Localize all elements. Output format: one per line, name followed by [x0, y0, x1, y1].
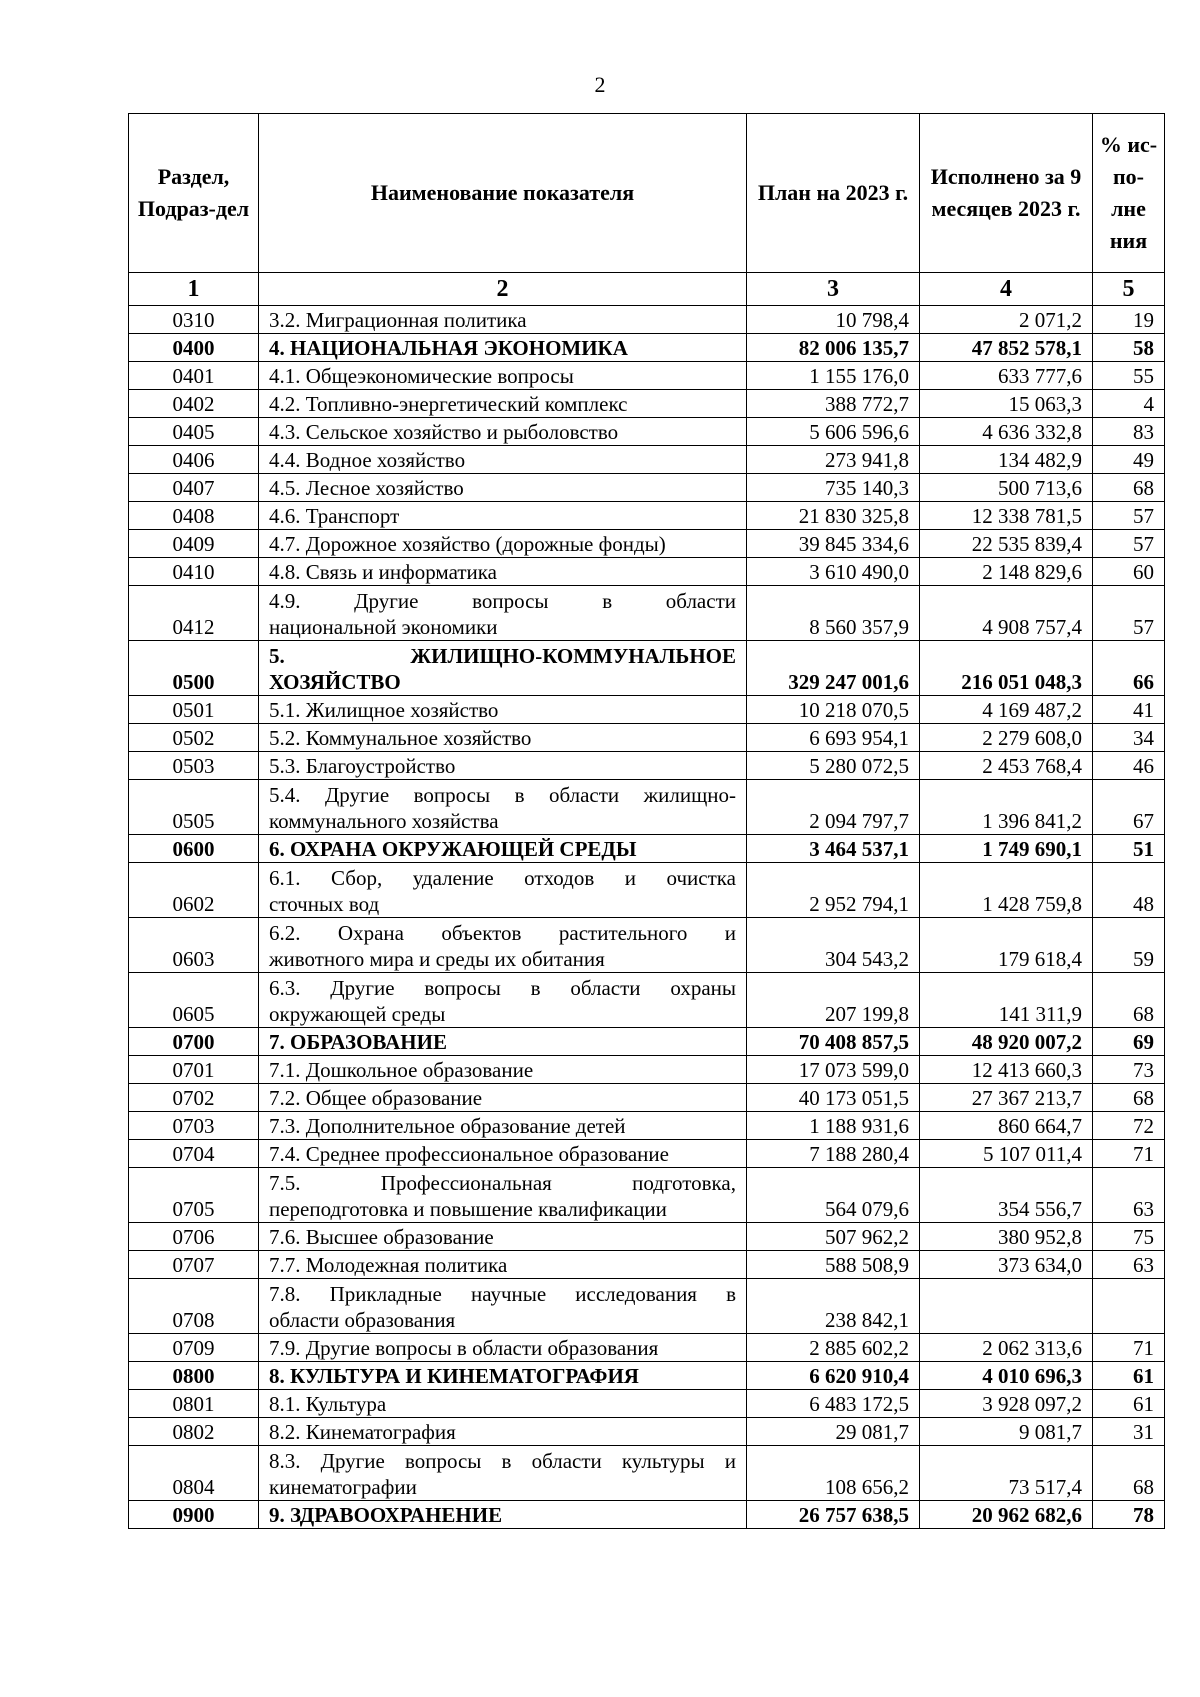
section-code-cell: 0310: [129, 306, 259, 334]
indicator-name-cell: 8. КУЛЬТУРА И КИНЕМАТОГРАФИЯ: [259, 1362, 747, 1390]
indicator-name-cell: [259, 1279, 747, 1334]
section-code-cell: 0706: [129, 1223, 259, 1251]
indicator-name-cell: [259, 863, 747, 918]
indicator-name-cell: 7.1. Дошкольное образование: [259, 1056, 747, 1084]
executed-cell: 216 051 048,3: [920, 641, 1093, 696]
executed-cell: 373 634,0: [920, 1251, 1093, 1279]
percent-cell: 75: [1093, 1223, 1165, 1251]
indicator-name-cell: 4.1. Общеэкономические вопросы: [259, 362, 747, 390]
table-row: [129, 1334, 1165, 1362]
table-row: [129, 586, 1165, 641]
header-section-code: Раздел, Подраз-дел: [129, 114, 259, 273]
plan-cell: 39 845 334,6: [747, 530, 920, 558]
plan-cell: 329 247 001,6: [747, 641, 920, 696]
table-row: [129, 973, 1165, 1028]
percent-cell: 46: [1093, 752, 1165, 780]
page-number: 2: [594, 72, 606, 97]
indicator-name-cell: 4.7. Дорожное хозяйство (дорожные фонды): [259, 530, 747, 558]
section-code-cell: 0704: [129, 1140, 259, 1168]
percent-cell: [1093, 1279, 1165, 1334]
percent-cell: 34: [1093, 724, 1165, 752]
table-row: [129, 780, 1165, 835]
executed-cell: 3 928 097,2: [920, 1390, 1093, 1418]
percent-cell: 57: [1093, 586, 1165, 641]
executed-cell: 4 010 696,3: [920, 1362, 1093, 1390]
indicator-name-cell: 7. ОБРАЗОВАНИЕ: [259, 1028, 747, 1056]
executed-cell: 47 852 578,1: [920, 334, 1093, 362]
plan-cell: 2 952 794,1: [747, 863, 920, 918]
percent-cell: 66: [1093, 641, 1165, 696]
percent-cell: 57: [1093, 502, 1165, 530]
percent-cell: 78: [1093, 1501, 1165, 1529]
executed-cell: 2 071,2: [920, 306, 1093, 334]
plan-cell: 3 610 490,0: [747, 558, 920, 586]
indicator-name-line: 7.8. Прикладные научные исследования в: [269, 1282, 736, 1306]
indicator-name-cell: 7.6. Высшее образование: [259, 1223, 747, 1251]
indicator-name-cell: 6. ОХРАНА ОКРУЖАЮЩЕЙ СРЕДЫ: [259, 835, 747, 863]
table-row: [129, 1279, 1165, 1334]
plan-cell: 6 483 172,5: [747, 1390, 920, 1418]
plan-cell: 2 094 797,7: [747, 780, 920, 835]
table-row: [129, 724, 1165, 752]
indicator-name-line: 6.1. Сбор, удаление отходов и очистка: [269, 866, 736, 890]
section-code-cell: 0405: [129, 418, 259, 446]
executed-cell: 1 749 690,1: [920, 835, 1093, 863]
plan-cell: 82 006 135,7: [747, 334, 920, 362]
percent-cell: 73: [1093, 1056, 1165, 1084]
executed-cell: 2 148 829,6: [920, 558, 1093, 586]
section-code-cell: 0600: [129, 835, 259, 863]
executed-cell: 141 311,9: [920, 973, 1093, 1028]
indicator-name-cell: [259, 973, 747, 1028]
executed-cell: 380 952,8: [920, 1223, 1093, 1251]
executed-cell: 500 713,6: [920, 474, 1093, 502]
indicator-name-cell: 5.2. Коммунальное хозяйство: [259, 724, 747, 752]
executed-cell: 354 556,7: [920, 1168, 1093, 1223]
header-percent: % ис-по-лне ния: [1093, 114, 1165, 273]
section-code-cell: 0401: [129, 362, 259, 390]
plan-cell: 26 757 638,5: [747, 1501, 920, 1529]
section-code-cell: 0804: [129, 1446, 259, 1501]
percent-cell: 51: [1093, 835, 1165, 863]
plan-cell: 735 140,3: [747, 474, 920, 502]
table-row: [129, 390, 1165, 418]
table-row: [129, 863, 1165, 918]
header-col-number: 1: [129, 273, 259, 306]
section-code-cell: 0602: [129, 863, 259, 918]
header-col-number: 5: [1093, 273, 1165, 306]
indicator-name-cell: 7.4. Среднее профессиональное образование: [259, 1140, 747, 1168]
plan-cell: 273 941,8: [747, 446, 920, 474]
plan-cell: 10 798,4: [747, 306, 920, 334]
percent-cell: 68: [1093, 1446, 1165, 1501]
budget-table: [128, 113, 1165, 1529]
indicator-name-line: национальной экономики: [269, 615, 498, 639]
header-col-number: 4: [920, 273, 1093, 306]
plan-cell: 108 656,2: [747, 1446, 920, 1501]
executed-cell: 9 081,7: [920, 1418, 1093, 1446]
executed-cell: 4 636 332,8: [920, 418, 1093, 446]
executed-cell: 2 453 768,4: [920, 752, 1093, 780]
indicator-name-cell: 3.2. Миграционная политика: [259, 306, 747, 334]
indicator-name-line: сточных вод: [269, 892, 380, 916]
table-row: [129, 446, 1165, 474]
percent-cell: 60: [1093, 558, 1165, 586]
section-code-cell: 0603: [129, 918, 259, 973]
section-code-cell: 0900: [129, 1501, 259, 1529]
percent-cell: 68: [1093, 1084, 1165, 1112]
plan-cell: 5 280 072,5: [747, 752, 920, 780]
executed-cell: 4 908 757,4: [920, 586, 1093, 641]
indicator-name-cell: [259, 586, 747, 641]
section-code-cell: 0702: [129, 1084, 259, 1112]
indicator-name-line: 4.9. Другие вопросы в области: [269, 589, 736, 613]
table-row: [129, 1056, 1165, 1084]
plan-cell: 507 962,2: [747, 1223, 920, 1251]
header-plan: План на 2023 г.: [747, 114, 920, 273]
section-code-cell: 0700: [129, 1028, 259, 1056]
section-code-cell: 0402: [129, 390, 259, 418]
percent-cell: 59: [1093, 918, 1165, 973]
percent-cell: 61: [1093, 1390, 1165, 1418]
section-code-cell: 0406: [129, 446, 259, 474]
table-row: [129, 418, 1165, 446]
indicator-name-cell: [259, 1446, 747, 1501]
table-row: [129, 558, 1165, 586]
plan-cell: 207 199,8: [747, 973, 920, 1028]
indicator-name-line: кинематографии: [269, 1475, 417, 1499]
plan-cell: 1 188 931,6: [747, 1112, 920, 1140]
indicator-name-cell: 4.5. Лесное хозяйство: [259, 474, 747, 502]
percent-cell: 68: [1093, 973, 1165, 1028]
percent-cell: 61: [1093, 1362, 1165, 1390]
plan-cell: 304 543,2: [747, 918, 920, 973]
table-row: [129, 1390, 1165, 1418]
indicator-name-cell: [259, 1168, 747, 1223]
indicator-name-cell: [259, 918, 747, 973]
percent-cell: 58: [1093, 334, 1165, 362]
section-code-cell: 0703: [129, 1112, 259, 1140]
percent-cell: 72: [1093, 1112, 1165, 1140]
table-body: [129, 306, 1165, 1529]
plan-cell: 2 885 602,2: [747, 1334, 920, 1362]
indicator-name-cell: 5.1. Жилищное хозяйство: [259, 696, 747, 724]
plan-cell: 7 188 280,4: [747, 1140, 920, 1168]
indicator-name-cell: [259, 641, 747, 696]
indicator-name-cell: 4.6. Транспорт: [259, 502, 747, 530]
table-row: [129, 1140, 1165, 1168]
executed-cell: 633 777,6: [920, 362, 1093, 390]
plan-cell: 1 155 176,0: [747, 362, 920, 390]
plan-cell: 564 079,6: [747, 1168, 920, 1223]
percent-cell: 71: [1093, 1140, 1165, 1168]
plan-cell: 70 408 857,5: [747, 1028, 920, 1056]
indicator-name-line: 7.5. Профессиональная подготовка,: [269, 1171, 736, 1195]
section-code-cell: 0802: [129, 1418, 259, 1446]
indicator-name-cell: 4.3. Сельское хозяйство и рыболовство: [259, 418, 747, 446]
section-code-cell: 0410: [129, 558, 259, 586]
executed-cell: 2 062 313,6: [920, 1334, 1093, 1362]
indicator-name-cell: 4.2. Топливно-энергетический комплекс: [259, 390, 747, 418]
table-row: [129, 1418, 1165, 1446]
table-row: [129, 1084, 1165, 1112]
indicator-name-cell: 5.3. Благоустройство: [259, 752, 747, 780]
header-executed: Исполнено за 9 месяцев 2023 г.: [920, 114, 1093, 273]
executed-cell: 860 664,7: [920, 1112, 1093, 1140]
section-code-cell: 0708: [129, 1279, 259, 1334]
plan-cell: 21 830 325,8: [747, 502, 920, 530]
section-code-cell: 0412: [129, 586, 259, 641]
section-code-cell: 0709: [129, 1334, 259, 1362]
executed-cell: 2 279 608,0: [920, 724, 1093, 752]
section-code-cell: 0408: [129, 502, 259, 530]
section-code-cell: 0407: [129, 474, 259, 502]
indicator-name-line: области образования: [269, 1308, 456, 1332]
section-code-cell: 0505: [129, 780, 259, 835]
executed-cell: 73 517,4: [920, 1446, 1093, 1501]
plan-cell: 588 508,9: [747, 1251, 920, 1279]
executed-cell: 15 063,3: [920, 390, 1093, 418]
indicator-name-cell: 9. ЗДРАВООХРАНЕНИЕ: [259, 1501, 747, 1529]
percent-cell: 67: [1093, 780, 1165, 835]
executed-cell: 27 367 213,7: [920, 1084, 1093, 1112]
percent-cell: 55: [1093, 362, 1165, 390]
table-row: [129, 752, 1165, 780]
section-code-cell: 0409: [129, 530, 259, 558]
indicator-name-line: окружающей среды: [269, 1002, 446, 1026]
indicator-name-cell: 7.3. Дополнительное образование детей: [259, 1112, 747, 1140]
table-row: [129, 334, 1165, 362]
table-row: [129, 1028, 1165, 1056]
table-row: [129, 530, 1165, 558]
indicator-name-line: 5.4. Другие вопросы в области жилищно-: [269, 783, 736, 807]
section-code-cell: 0502: [129, 724, 259, 752]
indicator-name-line: 8.3. Другие вопросы в области культуры и: [269, 1449, 736, 1473]
section-code-cell: 0705: [129, 1168, 259, 1223]
section-code-cell: 0800: [129, 1362, 259, 1390]
executed-cell: 5 107 011,4: [920, 1140, 1093, 1168]
percent-cell: 31: [1093, 1418, 1165, 1446]
executed-cell: [920, 1279, 1093, 1334]
indicator-name-cell: 7.9. Другие вопросы в области образования: [259, 1334, 747, 1362]
table-row: [129, 306, 1165, 334]
percent-cell: 19: [1093, 306, 1165, 334]
indicator-name-cell: [259, 780, 747, 835]
indicator-name-line: ХОЗЯЙСТВО: [269, 670, 401, 694]
plan-cell: 388 772,7: [747, 390, 920, 418]
table-row: [129, 696, 1165, 724]
indicator-name-cell: 4.4. Водное хозяйство: [259, 446, 747, 474]
indicator-name-cell: 7.7. Молодежная политика: [259, 1251, 747, 1279]
percent-cell: 69: [1093, 1028, 1165, 1056]
indicator-name-cell: 4. НАЦИОНАЛЬНАЯ ЭКОНОМИКА: [259, 334, 747, 362]
percent-cell: 48: [1093, 863, 1165, 918]
table-row: [129, 641, 1165, 696]
table-row: [129, 1223, 1165, 1251]
table-row: [129, 918, 1165, 973]
plan-cell: 10 218 070,5: [747, 696, 920, 724]
plan-cell: 6 693 954,1: [747, 724, 920, 752]
executed-cell: 12 413 660,3: [920, 1056, 1093, 1084]
percent-cell: 49: [1093, 446, 1165, 474]
table-row: [129, 362, 1165, 390]
section-code-cell: 0707: [129, 1251, 259, 1279]
executed-cell: 22 535 839,4: [920, 530, 1093, 558]
percent-cell: 41: [1093, 696, 1165, 724]
executed-cell: 20 962 682,6: [920, 1501, 1093, 1529]
percent-cell: 68: [1093, 474, 1165, 502]
plan-cell: 8 560 357,9: [747, 586, 920, 641]
section-code-cell: 0701: [129, 1056, 259, 1084]
executed-cell: 48 920 007,2: [920, 1028, 1093, 1056]
section-code-cell: 0400: [129, 334, 259, 362]
executed-cell: 134 482,9: [920, 446, 1093, 474]
plan-cell: 3 464 537,1: [747, 835, 920, 863]
percent-cell: 83: [1093, 418, 1165, 446]
section-code-cell: 0605: [129, 973, 259, 1028]
table-row: [129, 835, 1165, 863]
indicator-name-line: 6.2. Охрана объектов растительного и: [269, 921, 736, 945]
table-row: [129, 1446, 1165, 1501]
percent-cell: 71: [1093, 1334, 1165, 1362]
plan-cell: 6 620 910,4: [747, 1362, 920, 1390]
indicator-name-cell: 4.8. Связь и информатика: [259, 558, 747, 586]
plan-cell: 17 073 599,0: [747, 1056, 920, 1084]
plan-cell: 29 081,7: [747, 1418, 920, 1446]
table-row: [129, 1168, 1165, 1223]
plan-cell: 40 173 051,5: [747, 1084, 920, 1112]
section-code-cell: 0501: [129, 696, 259, 724]
indicator-name-line: 6.3. Другие вопросы в области охраны: [269, 976, 736, 1000]
indicator-name-line: 5. ЖИЛИЩНО-КОММУНАЛЬНОЕ: [269, 644, 736, 668]
percent-cell: 63: [1093, 1251, 1165, 1279]
indicator-name-line: животного мира и среды их обитания: [269, 947, 605, 971]
section-code-cell: 0503: [129, 752, 259, 780]
section-code-cell: 0801: [129, 1390, 259, 1418]
plan-cell: 5 606 596,6: [747, 418, 920, 446]
section-code-cell: 0500: [129, 641, 259, 696]
table-row: [129, 1362, 1165, 1390]
executed-cell: 4 169 487,2: [920, 696, 1093, 724]
indicator-name-cell: 8.1. Культура: [259, 1390, 747, 1418]
table-row: [129, 1251, 1165, 1279]
header-indicator-name: Наименование показателя: [259, 114, 747, 273]
header-col-number: 3: [747, 273, 920, 306]
table-row: [129, 502, 1165, 530]
percent-cell: 63: [1093, 1168, 1165, 1223]
percent-cell: 57: [1093, 530, 1165, 558]
table-row: [129, 1501, 1165, 1529]
executed-cell: 1 428 759,8: [920, 863, 1093, 918]
indicator-name-line: переподготовка и повышение квалификации: [269, 1197, 667, 1221]
indicator-name-line: коммунального хозяйства: [269, 809, 499, 833]
table-row: [129, 474, 1165, 502]
plan-cell: 238 842,1: [747, 1279, 920, 1334]
header-col-number: 2: [259, 273, 747, 306]
indicator-name-cell: 7.2. Общее образование: [259, 1084, 747, 1112]
percent-cell: 4: [1093, 390, 1165, 418]
indicator-name-cell: 8.2. Кинематография: [259, 1418, 747, 1446]
executed-cell: 179 618,4: [920, 918, 1093, 973]
table-row: [129, 1112, 1165, 1140]
executed-cell: 1 396 841,2: [920, 780, 1093, 835]
executed-cell: 12 338 781,5: [920, 502, 1093, 530]
